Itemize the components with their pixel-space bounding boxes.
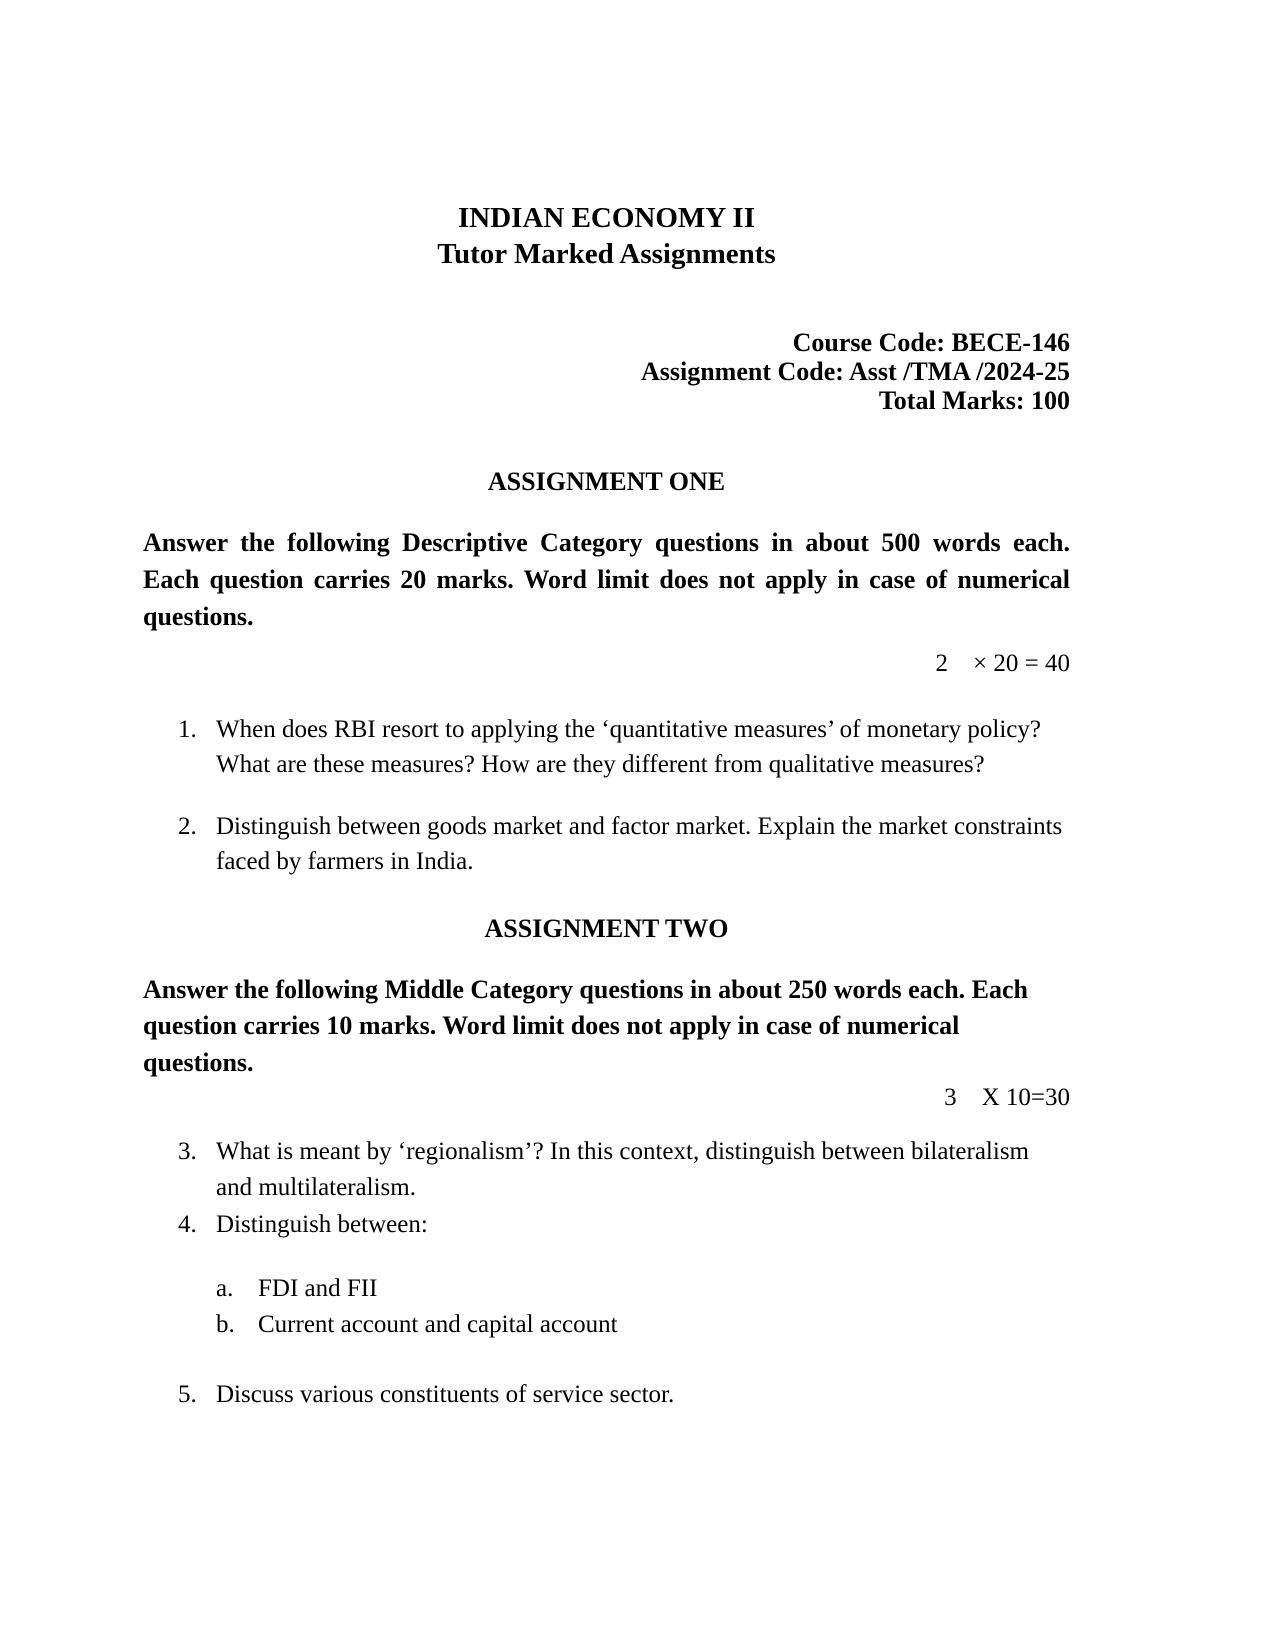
subitem-letter: a.	[216, 1274, 234, 1302]
question-text: What is meant by ‘regionalism’? In this context, distinguish between bilateralism and multilateralism.	[216, 1138, 1030, 1201]
question-number: 1.	[178, 715, 197, 743]
subitem-text: FDI and FII	[258, 1274, 378, 1302]
question-text: Distinguish between:	[216, 1211, 428, 1239]
assignment-one-marks-formula: 2 × 20 = 40	[935, 649, 1070, 677]
question-text: When does RBI resort to applying the ‘quantitative measures’ of monetary policy? What are these measures? How are they different from qualitative measures?	[216, 715, 1041, 779]
question-text: Discuss various constituents of service sector.	[216, 1381, 675, 1409]
assignment-one-instruction: Answer the following Descriptive Category questions in about 500 words each. Each question carries 20 marks. Word limit does not apply in case of numerical questions.	[143, 527, 1070, 631]
question-number: 5.	[178, 1381, 197, 1409]
question-number: 3.	[178, 1138, 197, 1166]
question-number: 2.	[178, 812, 197, 840]
document-title-block	[143, 200, 1070, 273]
subitem-a	[216, 1271, 1070, 1307]
question-item-2	[178, 809, 1070, 880]
question-number: 4.	[178, 1211, 197, 1239]
page-title: INDIAN ECONOMY II	[458, 202, 755, 234]
question-item-1	[178, 712, 1070, 783]
assignment-meta-block	[143, 328, 1070, 415]
question-item-4	[178, 1207, 1070, 1243]
course-code: Course Code: BECE-146	[792, 327, 1070, 357]
subitem-b	[216, 1307, 1070, 1343]
subitem-text: Current account and capital account	[258, 1311, 618, 1339]
subitem-letter: b.	[216, 1311, 235, 1339]
document-content	[143, 200, 1070, 1413]
question-text: Distinguish between goods market and factor market. Explain the market constraints faced by farmers in India.	[216, 812, 1063, 876]
assignment-two-heading: ASSIGNMENT TWO	[484, 913, 729, 943]
question-4-sublist	[216, 1271, 1070, 1344]
question-item-5	[178, 1377, 1070, 1413]
assignment-code: Assignment Code: Asst /TMA /2024-25	[640, 356, 1070, 386]
assignment-one-heading: ASSIGNMENT ONE	[487, 466, 726, 496]
assignment-two-marks-formula: 3 X 10=30	[944, 1084, 1070, 1112]
assignment-two-instruction: Answer the following Middle Category questions in about 250 words each. Each question carries 10 marks. Word limit does not apply in case of numerical questions.	[143, 974, 1029, 1078]
question-item-3	[178, 1134, 1070, 1205]
page-subtitle: Tutor Marked Assignments	[437, 238, 776, 271]
total-marks: Total Marks: 100	[878, 385, 1070, 415]
